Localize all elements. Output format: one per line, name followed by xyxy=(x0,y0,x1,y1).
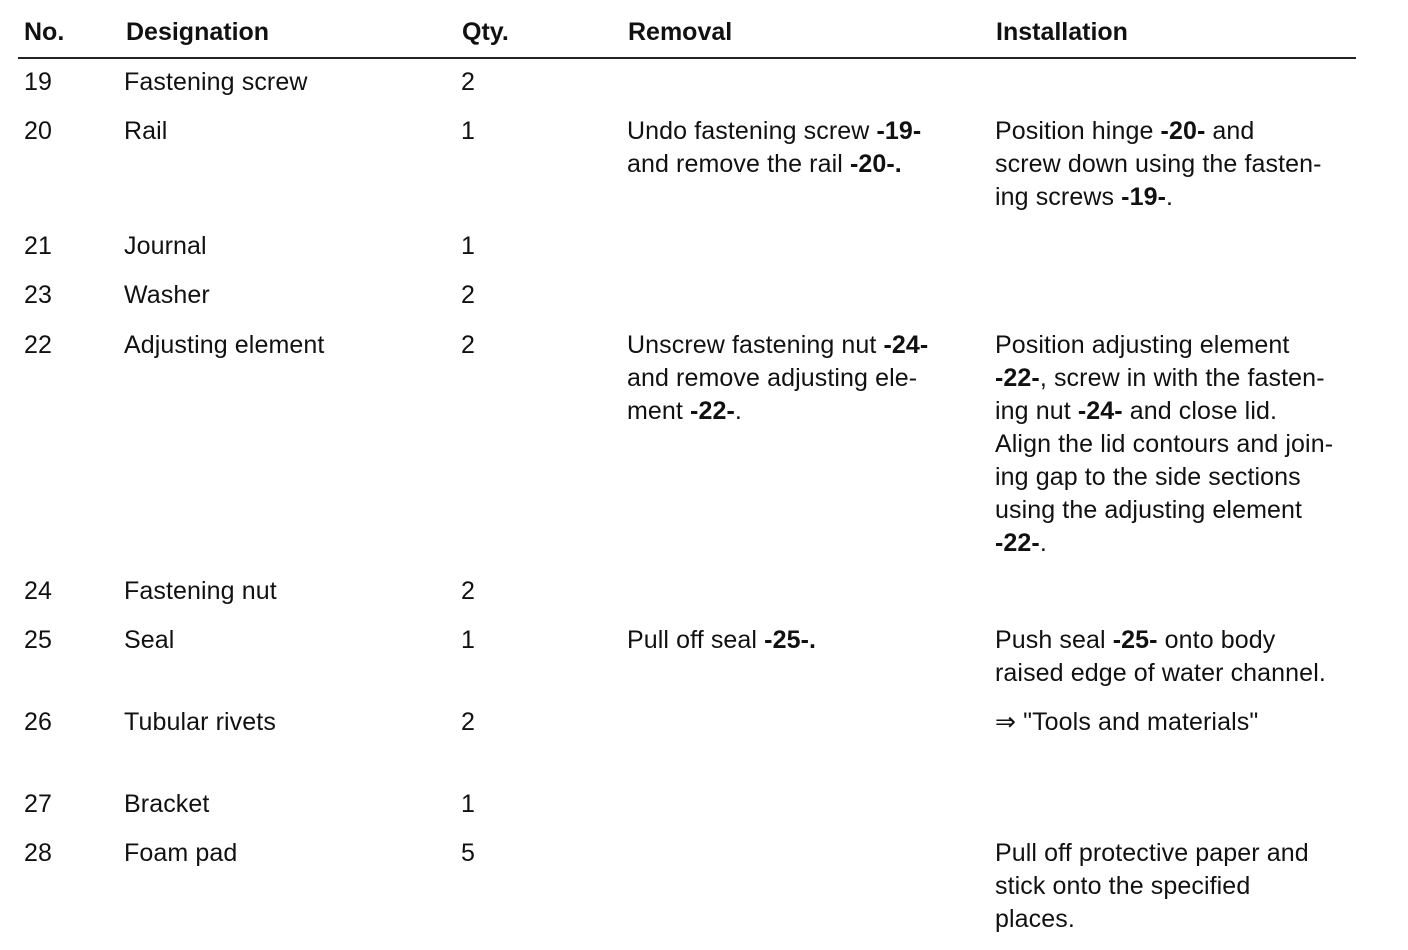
text-line xyxy=(995,657,1326,690)
row-installation xyxy=(995,115,1322,214)
part-reference: -24- xyxy=(1077,397,1123,425)
text-segment: Undo fastening screw xyxy=(627,117,877,145)
text-line xyxy=(627,362,928,395)
row-installation xyxy=(995,837,1309,936)
row-quantity: 5 xyxy=(461,839,476,867)
text-line xyxy=(995,461,1333,494)
part-reference: -24- xyxy=(883,331,929,359)
row-removal xyxy=(627,115,921,181)
row-designation: Foam pad xyxy=(124,839,238,867)
text-segment: and remove the rail xyxy=(627,150,850,178)
row-installation xyxy=(995,329,1333,560)
row-designation: Adjusting element xyxy=(124,331,325,359)
table-header xyxy=(0,0,1408,58)
text-line xyxy=(627,115,921,148)
text-segment: and xyxy=(1205,117,1255,145)
part-reference: -25-. xyxy=(764,626,817,654)
row-number: 27 xyxy=(24,790,53,818)
header-removal: Removal xyxy=(628,18,733,46)
row-number: 23 xyxy=(24,281,53,309)
text-segment: Position hinge xyxy=(995,117,1161,145)
row-number: 22 xyxy=(24,331,53,359)
row-quantity: 2 xyxy=(461,281,476,309)
part-reference: -22- xyxy=(995,529,1040,557)
text-line xyxy=(995,395,1333,428)
text-line xyxy=(995,428,1333,461)
row-quantity: 1 xyxy=(461,626,476,654)
text-line xyxy=(627,624,816,657)
row-designation: Rail xyxy=(124,117,168,145)
row-designation: Fastening nut xyxy=(124,577,277,605)
text-segment: ing gap to the side sections xyxy=(995,463,1301,491)
row-designation: Tubular rivets xyxy=(124,708,276,736)
part-reference: -22- xyxy=(995,364,1040,392)
text-line xyxy=(995,329,1333,362)
part-reference: -20- xyxy=(1160,117,1206,145)
row-quantity: 1 xyxy=(461,117,476,145)
row-number: 28 xyxy=(24,839,53,867)
part-reference: -19- xyxy=(1121,183,1166,211)
header-rule xyxy=(18,57,1356,59)
text-segment: ing nut xyxy=(995,397,1078,425)
text-segment: . xyxy=(1039,529,1047,557)
header-designation: Designation xyxy=(126,18,270,46)
text-segment: onto body xyxy=(1157,626,1276,654)
header-qty: Qty. xyxy=(462,18,509,46)
text-line xyxy=(995,362,1333,395)
row-designation: Bracket xyxy=(124,790,210,818)
text-segment: , screw in with the fasten- xyxy=(1039,364,1325,392)
text-segment: screw down using the fasten- xyxy=(995,150,1322,178)
header-installation: Installation xyxy=(996,18,1128,46)
text-segment: and remove adjusting ele- xyxy=(627,364,918,392)
row-removal xyxy=(627,624,816,657)
row-designation: Washer xyxy=(124,281,210,309)
text-segment: stick onto the specified xyxy=(995,872,1251,900)
text-segment: . xyxy=(734,397,742,425)
text-line xyxy=(995,706,1258,739)
row-quantity: 2 xyxy=(461,577,476,605)
text-segment: and close lid. xyxy=(1122,397,1278,425)
text-line xyxy=(995,624,1326,657)
text-segment: using the adjusting element xyxy=(995,496,1303,524)
text-line xyxy=(995,181,1322,214)
row-quantity: 2 xyxy=(461,708,476,736)
row-quantity: 1 xyxy=(461,790,476,818)
row-installation xyxy=(995,706,1258,739)
text-line xyxy=(627,395,928,428)
part-reference: -19- xyxy=(876,117,922,145)
text-segment: places. xyxy=(995,905,1075,933)
row-number: 26 xyxy=(24,708,53,736)
row-quantity: 2 xyxy=(461,331,476,359)
text-segment: Pull off seal xyxy=(627,626,765,654)
text-line xyxy=(995,903,1309,936)
text-line xyxy=(995,494,1333,527)
text-line xyxy=(627,148,921,181)
text-segment: ment xyxy=(627,397,691,425)
text-line xyxy=(995,148,1322,181)
text-segment: . xyxy=(1166,183,1174,211)
row-designation: Seal xyxy=(124,626,175,654)
row-number: 25 xyxy=(24,626,53,654)
text-segment: Align the lid contours and join- xyxy=(995,430,1334,458)
part-reference: -20-. xyxy=(849,150,902,178)
header-no: No. xyxy=(24,18,65,46)
text-segment: Pull off protective paper and xyxy=(995,839,1309,867)
row-designation: Fastening screw xyxy=(124,68,308,96)
row-number: 24 xyxy=(24,577,53,605)
row-installation xyxy=(995,624,1326,690)
text-line xyxy=(995,870,1309,903)
row-number: 19 xyxy=(24,68,53,96)
row-quantity: 1 xyxy=(461,232,476,260)
text-segment: ⇒ "Tools and materials" xyxy=(995,708,1259,736)
row-number: 20 xyxy=(24,117,53,145)
text-segment: Position adjusting element xyxy=(995,331,1290,359)
part-reference: -25- xyxy=(1112,626,1158,654)
row-number: 21 xyxy=(24,232,53,260)
row-designation: Journal xyxy=(124,232,207,260)
text-line xyxy=(627,329,928,362)
text-segment: raised edge of water channel. xyxy=(995,659,1326,687)
text-line xyxy=(995,115,1322,148)
text-segment: ing screws xyxy=(995,183,1122,211)
text-segment: Unscrew fastening nut xyxy=(627,331,884,359)
text-line xyxy=(995,527,1333,560)
part-reference: -22- xyxy=(690,397,735,425)
text-line xyxy=(995,837,1309,870)
text-segment: Push seal xyxy=(995,626,1113,654)
row-removal xyxy=(627,329,928,428)
row-quantity: 2 xyxy=(461,68,476,96)
